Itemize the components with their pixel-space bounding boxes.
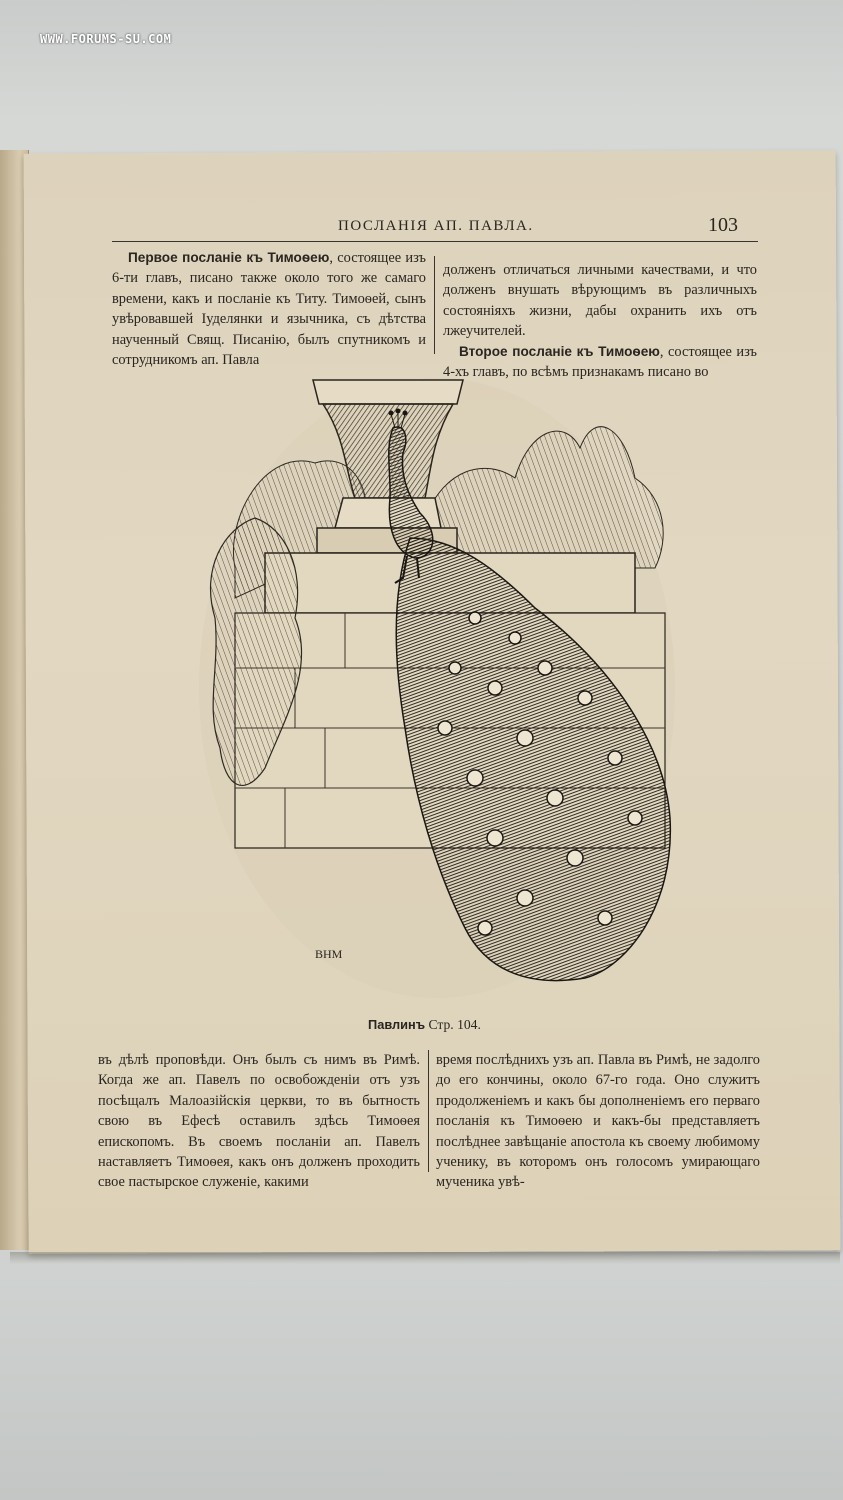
figure-caption [368, 1017, 481, 1033]
first-epistle-paragraph [112, 248, 426, 370]
bottom-column-rule [428, 1050, 429, 1172]
top-right-column [443, 260, 757, 382]
bottom-left-paragraph: въ дѣлѣ проповѣди. Онъ былъ съ нимъ въ Римѣ. Когда же ап. Павелъ по освобожденіи отъ узъ посѣщалъ Малоазійскія церкви, то въ бытность свою въ Ефесѣ оставилъ здѣсь Тимоѳея епископомъ. Въ своемъ посланіи ап. Павелъ наставляетъ Тимоѳея, какъ онъ долженъ проходить свое пастырское служеніе, какими [98, 1052, 420, 1191]
header-rule [112, 241, 758, 242]
caption-title: Павлинъ [368, 1017, 426, 1032]
bottom-left-column [98, 1050, 420, 1193]
bottom-right-paragraph: время послѣднихъ узъ ап. Павла въ Римѣ, не задолго до его кончины, около 67-го года. Оно служитъ продолженіемъ и какъ бы дополненіемъ его перваго посланія къ Тимоѳею и какъ-бы представляетъ послѣднее завѣщаніе апостола къ своему любимому ученику, въ которомъ онъ голосомъ умирающаго мученика увѣ- [436, 1052, 760, 1191]
second-epistle-text: , состоящее изъ 4-хъ главъ, по всѣмъ признакамъ писано во [443, 343, 757, 381]
caption-ref: Стр. 104. [425, 1017, 481, 1032]
second-epistle-title: Второе посланіе къ Тимоѳею [459, 343, 660, 359]
first-epistle-text: , состоящее изъ 6-ти главъ, писано также около того же самаго времени, какъ и посланіе къ Титу. Тимоѳей, сынъ увѣровавшей Іуделянки и язычника, съ дѣтства наученный Свящ. Писанію, былъ спутникомъ и сотрудникомъ ап. Павла [112, 250, 426, 369]
bottom-right-column [436, 1050, 760, 1193]
top-right-paragraph-1: долженъ отличаться личными качествами, и что долженъ внушать вѣрующимъ въ различныхъ состояніяхъ жизни, дабы охранить ихъ отъ лжеучителей. [443, 262, 757, 340]
page-shadow [10, 1252, 840, 1264]
peacock-engraving [195, 368, 680, 1003]
watermark: WWW.FORUMS-SU.COM [40, 32, 172, 46]
page-number: 103 [708, 214, 738, 236]
first-epistle-title: Первое посланіе къ Тимоѳею [128, 250, 330, 265]
top-column-rule [434, 256, 435, 354]
running-head: ПОСЛАНІЯ АП. ПАВЛА. [338, 218, 534, 234]
top-left-column [112, 248, 426, 370]
engraver-signature: ВНМ [315, 947, 343, 961]
